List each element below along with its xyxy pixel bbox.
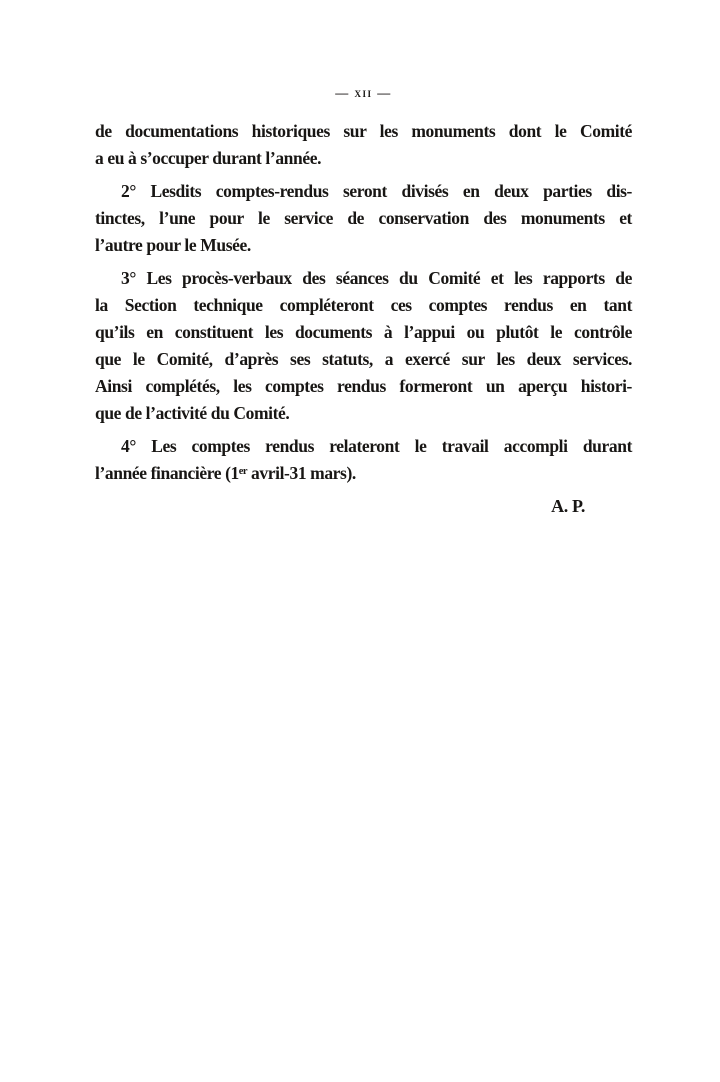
text-line: que de l’activité du Comité. [95,403,290,423]
text-line: l’année financière (1ᵉʳ avril-31 mars). [95,463,356,483]
paragraph-item-4 [95,433,632,487]
paragraph-item-2 [95,178,632,259]
text-line: qu’ils en constituent les documents à l’appui ou plutôt le contrôle [95,322,632,342]
page-number: — xii — [335,85,392,100]
text-line: 2° Lesdits comptes-rendus seront divisés en deux parties dis- [121,181,632,201]
text-line: 4° Les comptes rendus relateront le travail accompli durant [121,436,632,456]
text-line: 3° Les procès-verbaux des séances du Comité et les rapports de [121,268,632,288]
text-line: tinctes, l’une pour le service de conservation des monuments et [95,208,632,228]
text-line: de documentations historiques sur les monuments dont le Comité [95,121,632,141]
text-line: l’autre pour le Musée. [95,235,251,255]
text-line: a eu à s’occuper durant l’année. [95,148,322,168]
paragraph-item-3 [95,265,632,427]
author-initials: A. P. [551,496,585,516]
text-line: Ainsi complétés, les comptes rendus formeront un aperçu histori- [95,376,632,396]
paragraph-continuation [95,118,632,172]
text-line: que le Comité, d’après ses statuts, a exercé sur les deux services. [95,349,632,369]
text-line: la Section technique compléteront ces comptes rendus en tant [95,295,632,315]
text-block [95,84,632,520]
